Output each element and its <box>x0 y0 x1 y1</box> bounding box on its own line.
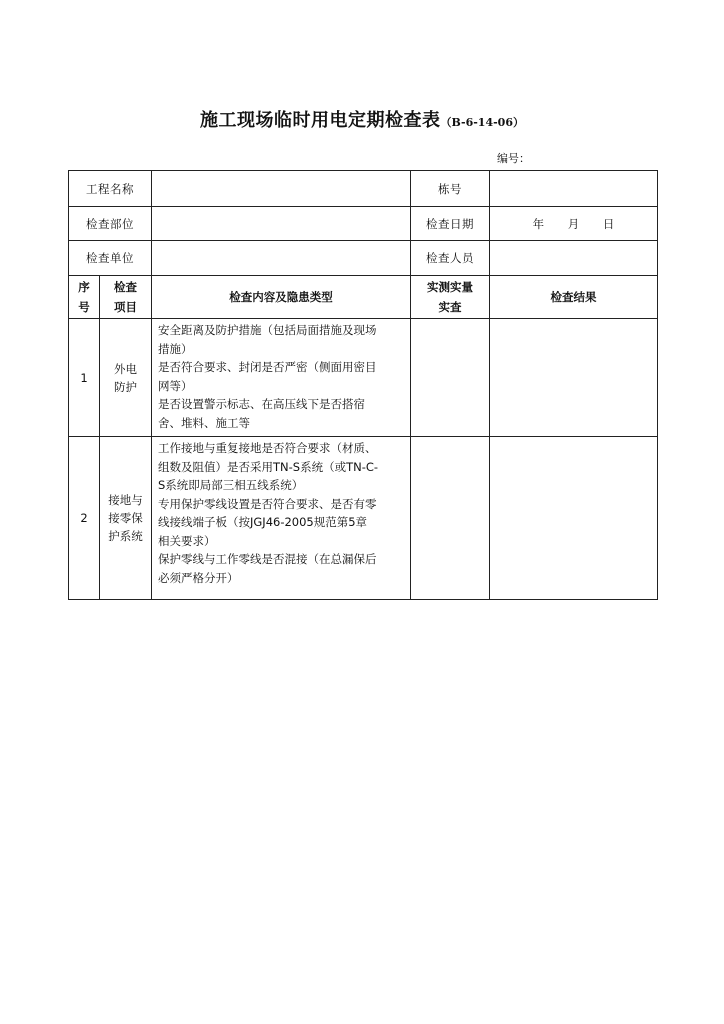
row-seq: 2 <box>69 437 100 600</box>
inspector-label: 检查人员 <box>411 241 490 276</box>
header-seq <box>69 276 100 319</box>
content-line: 相关要求） <box>158 533 216 548</box>
header-content: 检查内容及隐患类型 <box>152 276 411 319</box>
table-row <box>69 319 658 437</box>
header-measure-line2: 实查 <box>438 300 462 314</box>
inspection-date-field[interactable]: 年 月 日 <box>490 207 658 241</box>
content-line: 网等） <box>158 378 193 393</box>
title-block <box>0 106 724 132</box>
header-measure <box>411 276 490 319</box>
building-no-label: 栋号 <box>411 171 490 207</box>
row-measure-field[interactable] <box>411 319 490 437</box>
table-row <box>69 437 658 600</box>
row-item <box>100 319 152 437</box>
header-seq-line1: 序 <box>78 280 90 294</box>
inspection-table <box>68 170 658 600</box>
content-line: 安全距离及防护措施（包括局面措施及现场 <box>158 323 377 337</box>
inspection-date-label: 检查日期 <box>411 207 490 241</box>
inspection-part-field[interactable] <box>152 207 411 241</box>
page-title: 施工现场临时用电定期检查表 <box>200 110 441 131</box>
header-item <box>100 276 152 319</box>
content-line: 专用保护零线设置是否符合要求、是否有零 <box>158 496 377 511</box>
content-line: 保护零线与工作零线是否混接（在总漏保后 <box>158 552 377 566</box>
row-item <box>100 437 152 600</box>
row-result-field[interactable] <box>490 319 658 437</box>
header-item-line2: 项目 <box>114 300 137 314</box>
row-content <box>152 319 411 437</box>
header-row <box>69 276 658 319</box>
info-row-unit <box>69 241 658 276</box>
row-result-field[interactable] <box>490 437 658 600</box>
building-no-field[interactable] <box>490 171 658 207</box>
content-line: 是否符合要求、封闭是否严密（侧面用密目 <box>158 360 377 374</box>
project-name-field[interactable] <box>152 171 411 207</box>
content-line: 组数及阻值）是否采用TN-S系统（或TN-C- <box>158 459 379 474</box>
row-item-line: 护系统 <box>108 529 143 543</box>
content-line: 是否设置警示标志、在高压线下是否搭宿 <box>158 397 365 411</box>
content-line: 措施） <box>158 341 193 356</box>
row-item-line: 接零保 <box>108 511 143 525</box>
inspection-unit-label: 检查单位 <box>69 241 152 276</box>
row-item-line: 外电 <box>114 361 137 376</box>
row-measure-field[interactable] <box>411 437 490 600</box>
content-line: 舍、堆料、施工等 <box>158 415 250 430</box>
project-name-label: 工程名称 <box>69 171 152 207</box>
inspection-part-label: 检查部位 <box>69 207 152 241</box>
header-item-line1: 检查 <box>114 280 137 294</box>
content-line: S系统即局部三相五线系统） <box>158 478 304 492</box>
content-line: 工作接地与重复接地是否符合要求（材质、 <box>158 441 377 455</box>
row-item-line: 接地与 <box>108 493 143 507</box>
header-seq-line2: 号 <box>78 300 90 314</box>
info-row-dept <box>69 207 658 241</box>
inspector-field[interactable] <box>490 241 658 276</box>
row-seq: 1 <box>69 319 100 437</box>
inspection-unit-field[interactable] <box>152 241 411 276</box>
header-result: 检查结果 <box>490 276 658 319</box>
header-measure-line1: 实测实量 <box>427 280 473 294</box>
row-item-line: 防护 <box>114 379 137 394</box>
content-line: 线接线端子板（按JGJ46-2005规范第5章 <box>158 515 368 529</box>
form-code: （B-6-14-06） <box>440 116 524 129</box>
info-row-project <box>69 171 658 207</box>
content-line: 必须严格分开） <box>158 570 239 585</box>
row-content <box>152 437 411 600</box>
serial-number-label: 编号： <box>497 152 530 165</box>
